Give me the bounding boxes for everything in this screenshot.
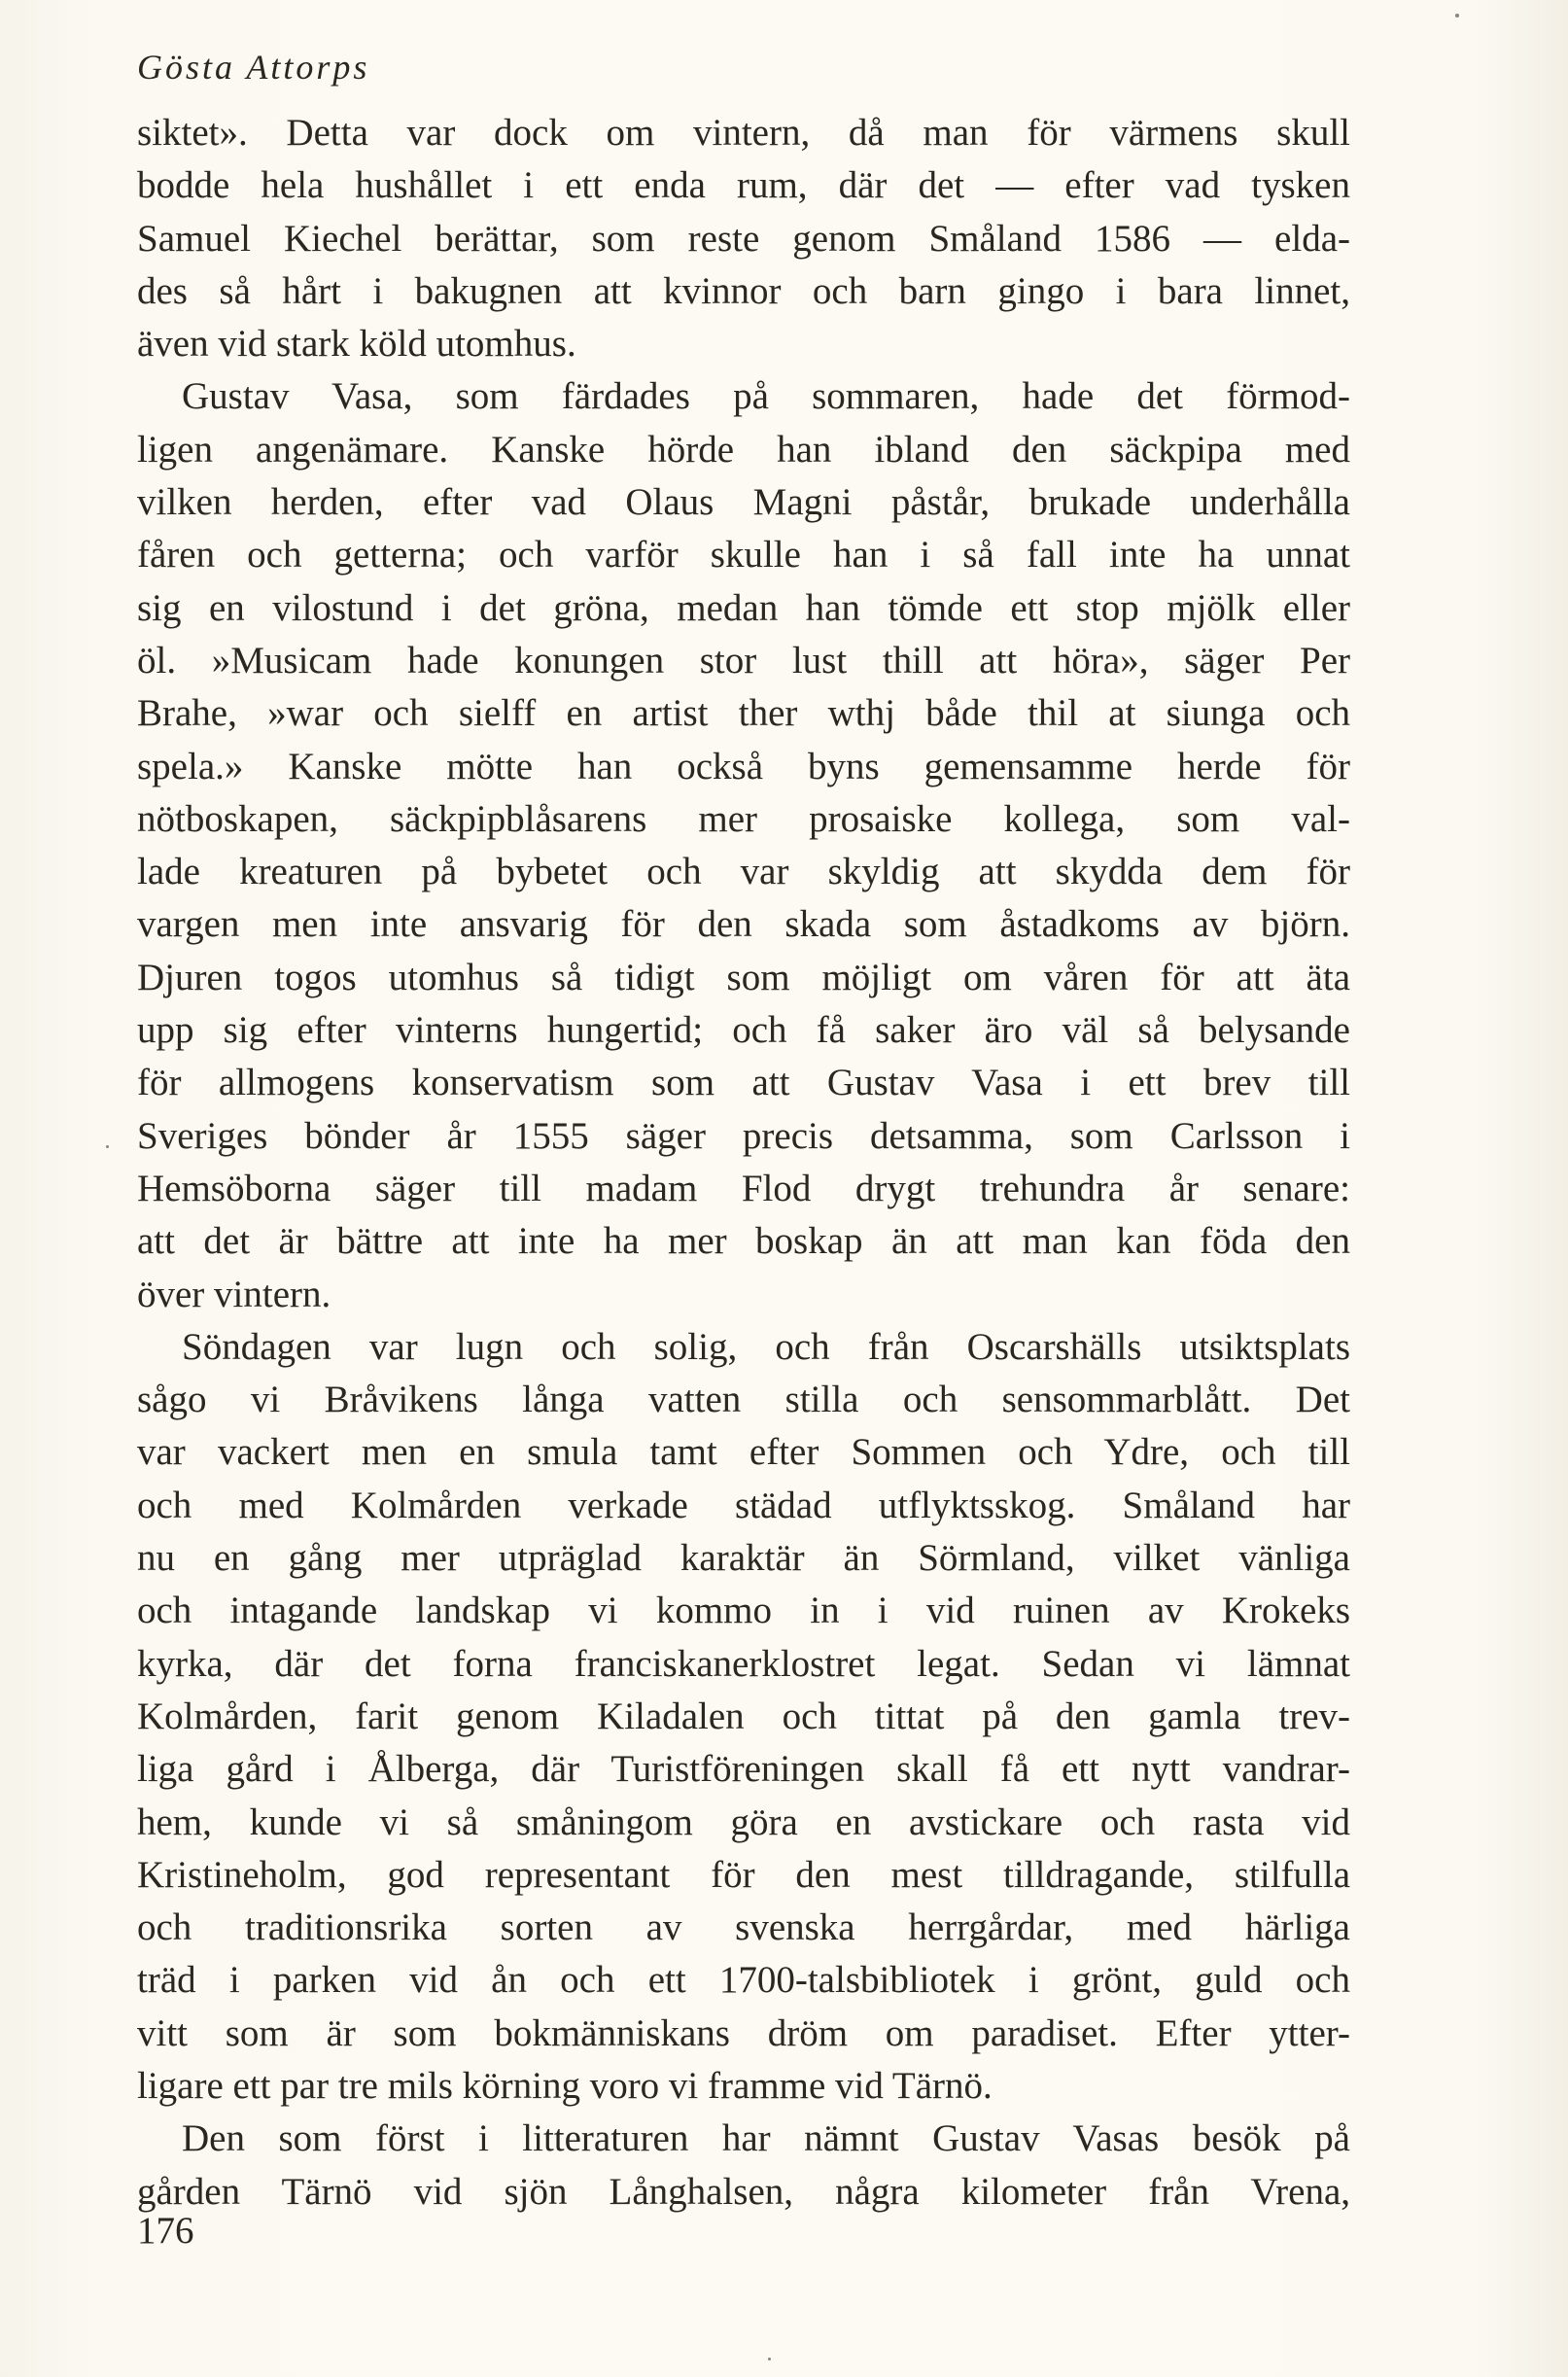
text-line: även vid stark köld utomhus. (137, 323, 576, 366)
text-line: och traditionsrika sorten av svenska herrgårdar, med härliga (137, 1906, 1350, 1949)
page-number: 176 (137, 2210, 194, 2252)
text-line: och med Kolmården verkade städad utflyktsskog. Småland har (137, 1484, 1350, 1526)
text-line: att det är bättre att inte ha mer boskap än att man kan föda den (137, 1220, 1350, 1263)
text-line: kyrka, där det forna franciskanerklostret legat. Sedan vi lämnat (137, 1642, 1350, 1685)
text-line: vargen men inte ansvarig för den skada som åstadkoms av björn. (137, 903, 1350, 946)
text-line: Brahe, »war och sielff en artist ther wthj både thil at siunga och (137, 692, 1350, 735)
text-line: öl. »Musicam hade konungen stor lust thill att höra», säger Per (137, 639, 1350, 682)
paper-speck (768, 2358, 771, 2360)
text-line: nu en gång mer utpräglad karaktär än Sörmland, vilket vänliga (137, 1537, 1350, 1580)
text-line: Söndagen var lugn och solig, och från Oscarshälls utsiktsplats (182, 1325, 1350, 1368)
text-line: Den som först i litteraturen har nämnt Gustav Vasas besök på (182, 2117, 1350, 2160)
text-line: spela.» Kanske mötte han också byns gemensamme herde för (137, 745, 1350, 787)
text-line: Samuel Kiechel berättar, som reste genom Småland 1586 — elda- (137, 217, 1350, 260)
text-line: Djuren togos utomhus så tidigt som möjligt om våren för att äta (137, 956, 1350, 998)
text-line: för allmogens konservatism som att Gustav Vasa i ett brev till (137, 1062, 1350, 1104)
text-line: Sveriges bönder år 1555 säger precis detsamma, som Carlsson i (137, 1114, 1350, 1157)
text-line: nötboskapen, säckpipblåsarens mer prosaiske kollega, som val- (137, 797, 1350, 840)
text-line: Gustav Vasa, som färdades på sommaren, hade det förmod- (182, 375, 1350, 418)
paper-speck (1455, 14, 1459, 17)
text-line: des så hårt i bakugnen att kvinnor och barn gingo i bara linnet, (137, 269, 1350, 312)
text-line: och intagande landskap vi kommo in i vid ruinen av Krokeks (137, 1590, 1350, 1632)
text-line: sig en vilostund i det gröna, medan han tömde ett stop mjölk eller (137, 586, 1350, 629)
text-line: vilken herden, efter vad Olaus Magni påstår, brukade underhålla (137, 481, 1350, 524)
text-line: ligen angenämare. Kanske hörde han ibland den säckpipa med (137, 428, 1350, 471)
text-line: bodde hela hushållet i ett enda rum, där det — efter vad tysken (137, 164, 1350, 207)
text-line: gården Tärnö vid sjön Långhalsen, några kilometer från Vrena, (137, 2170, 1350, 2213)
text-line: Kristineholm, god representant för den mest tilldragande, stilfulla (137, 1853, 1350, 1896)
text-line: över vintern. (137, 1273, 331, 1315)
text-line: Kolmården, farit genom Kiladalen och tittat på den gamla trev- (137, 1695, 1350, 1737)
text-line: siktet». Detta var dock om vintern, då man för värmens skull (137, 112, 1350, 154)
text-line: upp sig efter vinterns hungertid; och få saker äro väl så belysande (137, 1009, 1350, 1052)
text-line: sågo vi Bråvikens långa vatten stilla och sensommarblått. Det (137, 1379, 1350, 1421)
text-line: liga gård i Ålberga, där Turistföreningen skall få ett nytt vandrar- (137, 1748, 1350, 1791)
text-line: var vackert men en smula tamt efter Sommen och Ydre, och till (137, 1431, 1350, 1474)
text-line: vitt som är som bokmänniskans dröm om paradiset. Efter ytter- (137, 2011, 1350, 2054)
running-head-author: Gösta Attorps (137, 48, 370, 87)
text-line: Hemsöborna säger till madam Flod drygt trehundra år senare: (137, 1167, 1350, 1209)
body-text (137, 107, 1350, 2219)
text-line: fåren och getterna; och varför skulle han i så fall inte ha unnat (137, 534, 1350, 577)
text-line: hem, kunde vi så småningom göra en avstickare och rasta vid (137, 1800, 1350, 1843)
text-line: lade kreaturen på bybetet och var skyldig att skydda dem för (137, 851, 1350, 893)
text-line: ligare ett par tre mils körning voro vi framme vid Tärnö. (137, 2064, 993, 2107)
paper-speck (106, 1145, 109, 1148)
text-line: träd i parken vid ån och ett 1700-talsbibliotek i grönt, guld och (137, 1959, 1350, 2002)
